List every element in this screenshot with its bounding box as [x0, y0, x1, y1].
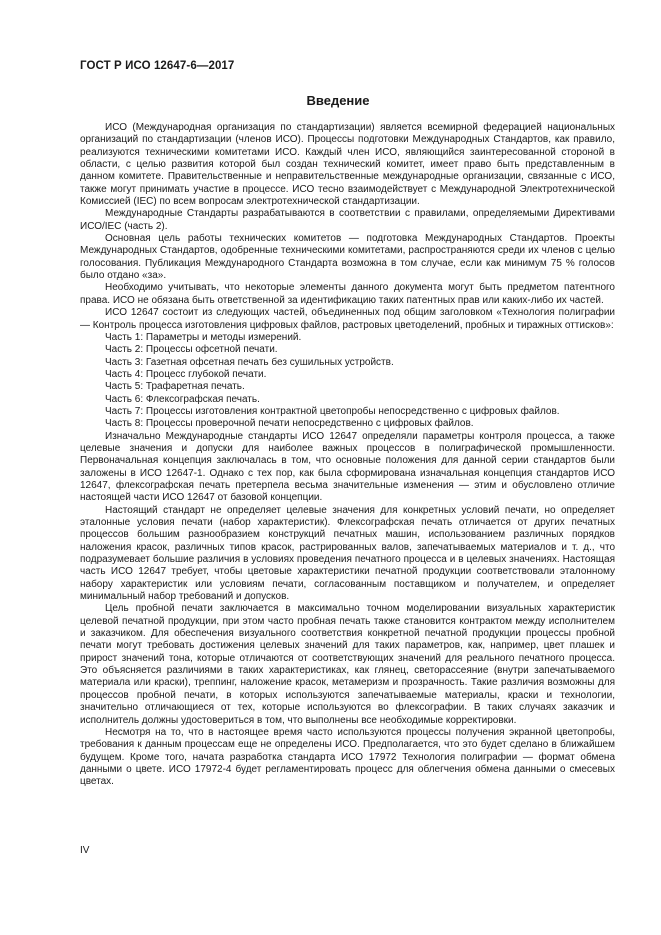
page-number: IV	[80, 845, 90, 856]
section-title: Введение	[306, 93, 370, 108]
list-item: Часть 3: Газетная офсетная печать без сушильных устройств.	[105, 356, 394, 368]
body-text	[80, 122, 615, 789]
list-item: Часть 8: Процессы проверочной печати непосредственно с цифровых файлов.	[105, 418, 474, 430]
paragraph: ИСО 12647 состоит из следующих частей, объединенных под общим заголовком «Технология полиграфии — Контроль процесса изготовления цифровых файлов, растровых цветоделений, пробных и тиражных оттисков»:	[80, 307, 615, 331]
list-item: Часть 6: Флексографская печать.	[105, 393, 260, 405]
paragraph: Цель пробной печати заключается в максимально точном моделировании визуальных характеристик целевой печатной продукции, при этом часто пробная печать также становится контрактом между исполнителем и заказчиком. Для обеспечения визуального соответствия конкретной печатной продукции процессы пробной печати могут требовать достижения целевых значений для таких параметров, как, например, цвет плашек и прирост значений тона, которые отличаются от соответствующих значений для реального печатного процесса. Это объясняется различиями в таких характеристиках, как глянец, светорассеяние (внутри запечатываемого материала или краски), треппинг, наложение красок, метамеризм и прозрачность. Такие различия возможны для процессов пробной печати, в которых используются запечатываемые материалы, краски и технологии, значительно отличающиеся от тех, которые используются во флексографии. В таких случаях заказчик и исполнитель должны удостовериться в том, что выполнены все необходимые корректировки.	[80, 603, 615, 726]
paragraph: Международные Стандарты разрабатываются в соответствии с правилами, определяемыми Директивами ИСО/IEC (часть 2).	[80, 208, 615, 232]
paragraph: Настоящий стандарт не определяет целевые значения для конкретных условий печати, но определяет эталонные условия печати (набор характеристик). Флексографская печать отличается от других печатных процессов большим разнообразием конструкций печатных машин, использованием различных порядков наложения красок, различных типов красок, растрированных валов, запечатываемых материалов и т. д., что подразумевает большие различия в условиях проведения печатного процесса и в целевых значениях. Настоящая часть ИСО 12647 требует, чтобы цветовые характеристики печатной продукции соответствовали эталонному набору характеристик или условиям печати, согласованным поставщиком и получателем, и определяет минимальный набор требований и допусков.	[80, 504, 615, 603]
paragraph: Несмотря на то, что в настоящее время часто используются процессы получения экранной цветопробы, требования к данным процессам еще не определены ИСО. Предполагается, что это будет сделано в ближайшем будущем. Кроме того, начата разработка стандарта ИСО 17972 Технология полиграфии — формат обмена данными о цвете. ИСО 17972-4 будет регламентировать процесс для облегчения обмена данными о смесевых цветах.	[80, 726, 615, 788]
paragraph: Изначально Международные стандарты ИСО 12647 определяли параметры контроля процесса, а также целевые значения и допуски для наиболее важных процессов в полиграфической промышленности. Первоначальная концепция заключалась в том, что основные положения для данной серии стандартов были заложены в ИСО 12647-1. Однако с тех пор, как была сформирована изначальная концепция стандартов ИСО 12647, флексографская печать претерпела весьма значительные изменения — этим и обусловлено отличие настоящей части ИСО 12647 от базовой концепции.	[80, 430, 615, 504]
list-item: Часть 7: Процессы изготовления контрактной цветопробы непосредственно с цифровых файлов.	[105, 405, 560, 417]
list-item: Часть 1: Параметры и методы измерений.	[105, 331, 302, 343]
paragraph: Основная цель работы технических комитетов — подготовка Международных Стандартов. Проекты Международных Стандартов, одобренные техническими комитетами, распространяются среди их членов с целью голосования. Публикация Международного Стандарта возможна в том случае, если как минимум 75 % голосов было отдано «за».	[80, 233, 615, 282]
paragraph: Необходимо учитывать, что некоторые элементы данного документа могут быть предметом патентного права. ИСО не обязана быть ответственной за идентификацию таких патентных прав или каких-либо их частей.	[80, 282, 615, 306]
paragraph: ИСО (Международная организация по стандартизации) является всемирной федерацией национальных организаций по стандартизации (членов ИСО). Процессы подготовки Международных Стандартов, как правило, реализуются техническими комитетами ИСО. Каждый член ИСО, являющийся заинтересованной стороной в области, с целью развития которой был создан технический комитет, имеет право быть представленным в данном комитете. Правительственные и неправительственные международные организации, связанные с ИСО, также могут принимать участие в процессе. ИСО тесно взаимодействует с Международной Электротехнической Комиссией (IEC) по всем вопросам электротехнической стандартизации.	[80, 122, 615, 208]
list-item: Часть 5: Трафаретная печать.	[105, 381, 245, 393]
document-header: ГОСТ Р ИСО 12647-6—2017	[80, 60, 235, 72]
list-item: Часть 4: Процесс глубокой печати.	[105, 368, 267, 380]
list-item: Часть 2: Процессы офсетной печати.	[105, 344, 278, 356]
